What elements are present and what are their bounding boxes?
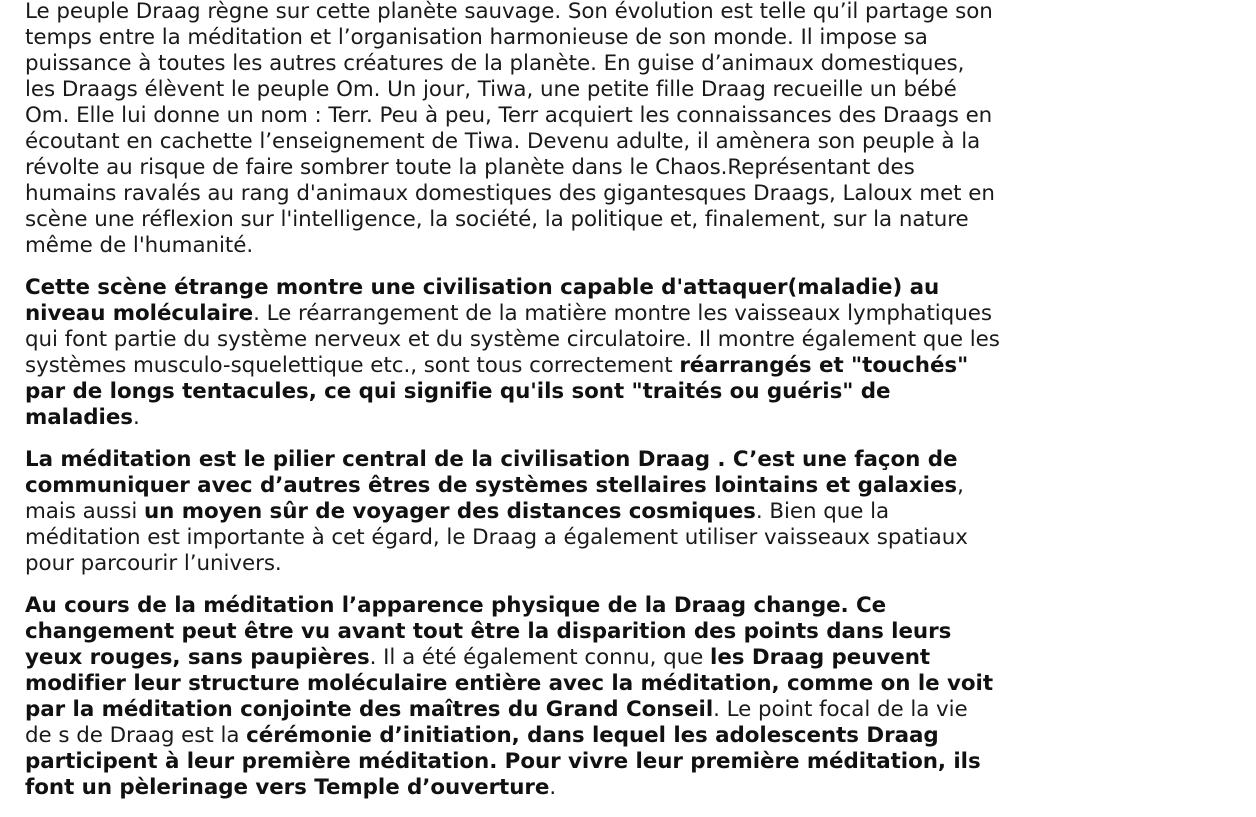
molecular-bold-1: Cette scène étrange montre une civilisation capable d'attaquer(maladie) au niveau moléculaire: [25, 275, 940, 326]
meditation-bold-2: un moyen sûr de voyager des distances cosmiques: [143, 499, 756, 524]
meditation-text-2: . Bien que la méditation est importante à cet égard, le Draag a également utiliser vaisseaux spatiaux pour parcourir l’univers.: [25, 499, 968, 576]
appearance-bold-3: cérémonie d’initiation, dans lequel les adolescents Draag participent à leur première méditation. Pour vivre leur première méditation, ils font un pèlerinage vers Temple d’ouverture: [25, 723, 981, 800]
paragraph-appearance: [25, 593, 1000, 801]
molecular-text-1: . Le réarrangement de la matière montre les vaisseaux lymphatiques qui font partie du système nerveux et du système circulatoire. Il montre également que les systèmes musculo-squelettique etc., sont tous correctement: [25, 301, 1000, 378]
molecular-bold-2: réarrangés et "touchés" par de longs tentacules, ce qui signifie qu'ils sont "traités ou guéris" de maladies: [25, 353, 969, 430]
appearance-text-1: . Il a été également connu, que: [369, 645, 711, 670]
meditation-text-1: , mais aussi: [25, 473, 964, 524]
synopsis-text: Le peuple Draag règne sur cette planète sauvage. Son évolution est telle qu’il partage son temps entre la méditation et l’organisation harmonieuse de son monde. Il impose sa puissance à toutes les autres créatures de la planète. En guise d’animaux domestiques, les Draags élèvent le peuple Om. Un jour, Tiwa, une petite fille Draag recueille un bébé Om. Elle lui donne un nom : Terr. Peu à peu, Terr acquiert les connaissances des Draags en écoutant en cachette l’enseignement de Tiwa. Devenu adulte, il amènera son peuple à la révolte au risque de faire sombrer toute la planète dans le Chaos.Représentant des humains ravalés au rang d'animaux domestiques des gigantesques Draags, Laloux met en scène une réflexion sur l'intelligence, la société, la politique et, finalement, sur la nature même de l'humanité.: [25, 0, 995, 258]
appearance-text-3: .: [549, 775, 557, 800]
paragraph-synopsis: [25, 0, 1000, 259]
paragraph-molecular: [25, 275, 1000, 431]
appearance-text-2: . Le point focal de la vie de s de Draag est la: [25, 697, 968, 748]
appearance-bold-1: Au cours de la méditation l’apparence physique de la Draag change. Ce changement peut être vu avant tout être la disparition des points dans leurs yeux rouges, sans paupières: [25, 593, 952, 670]
molecular-text-2: .: [132, 405, 140, 430]
meditation-bold-1: La méditation est le pilier central de la civilisation Draag . C’est une façon de communiquer avec d’autres êtres de systèmes stellaires lointains et galaxies: [25, 447, 958, 498]
paragraph-meditation: [25, 447, 1000, 577]
article-body: [25, 0, 1000, 817]
appearance-bold-2: les Draag peuvent modifier leur structure moléculaire entière avec la méditation, comme on le voit par la méditation conjointe des maîtres du Grand Conseil: [25, 645, 993, 722]
